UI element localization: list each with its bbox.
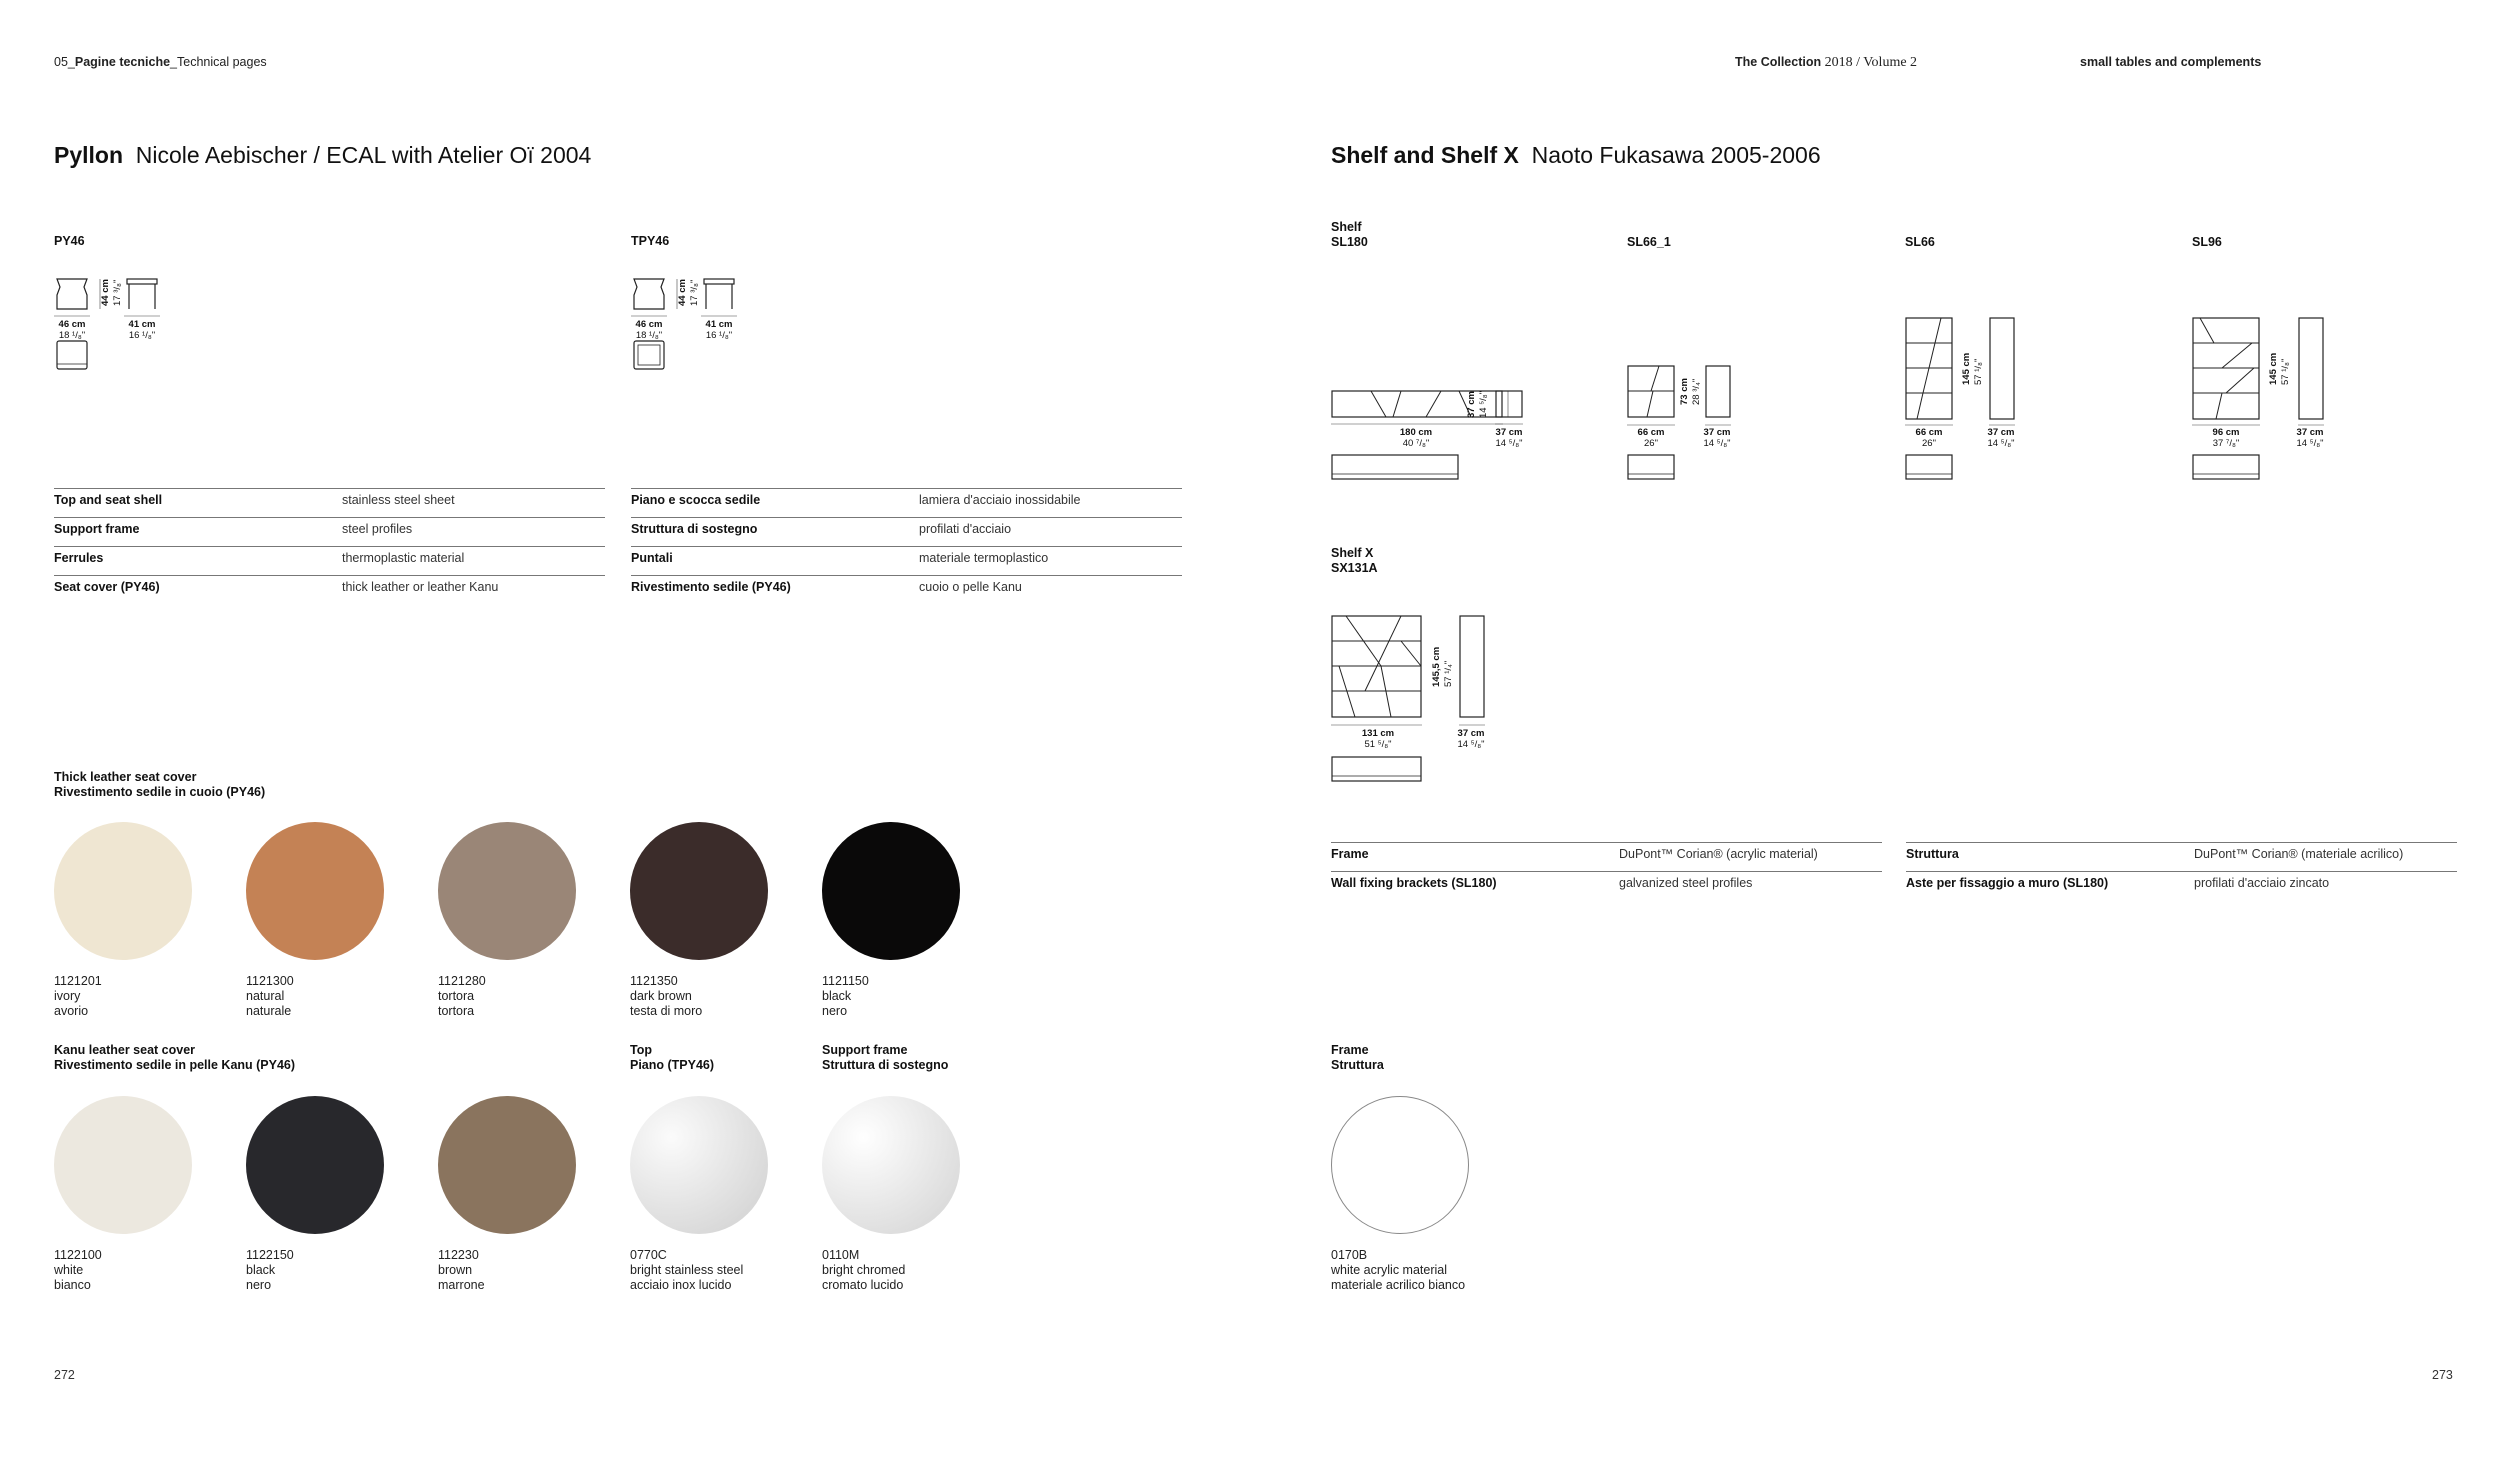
spec-row: Rivestimento sedile (PY46) cuoio o pelle Kanu xyxy=(631,575,1182,604)
section-number: 05_ xyxy=(54,55,75,69)
shelf-drawing-sx131a xyxy=(1331,561,1485,750)
swatch-label: 1121300 natural naturale xyxy=(246,974,294,1018)
product-code: SL180 xyxy=(1331,235,1368,249)
product-title-shelf xyxy=(1331,142,1821,169)
swatch-label: 0770C bright stainless steel acciaio inox lucido xyxy=(630,1248,744,1292)
product-drawing-py46 xyxy=(54,234,156,341)
spec-table-it xyxy=(1906,842,2457,900)
swatch-label: 0110M bright chromed cromato lucido xyxy=(822,1248,906,1292)
spec-table-en xyxy=(54,488,605,604)
shelf-drawing-sl66 xyxy=(1905,235,2015,449)
swatch-label: 1122100 white bianco xyxy=(54,1248,102,1292)
height-dimension: 73 cm xyxy=(1679,378,1690,405)
swatch-label: 1121350 dark brown testa di moro xyxy=(630,974,703,1018)
product-title-pyllon xyxy=(54,142,591,169)
depth-dimension: 37 cm 14 ⁵/₈" xyxy=(2296,427,2324,449)
swatch-label: 1121280 tortora tortora xyxy=(438,974,486,1018)
swatch-bright-stainless-steel xyxy=(630,1096,768,1234)
swatch-white-acrylic xyxy=(1331,1096,1469,1234)
shelf-side xyxy=(1459,615,1499,735)
product-code: SL66_1 xyxy=(1627,235,1671,249)
section-title-it: Pagine tecniche xyxy=(74,55,171,69)
running-header-section: small tables and complements xyxy=(2080,55,2262,69)
width-dimension: 46 cm 18 ¹/₈" xyxy=(58,319,86,341)
height-dimension: 44 cm xyxy=(100,279,111,306)
section-title-en: _Technical pages xyxy=(170,55,267,69)
swatch-label: 1122150 black nero xyxy=(246,1248,294,1292)
spec-row: Frame DuPont™ Corian® (acrylic material) xyxy=(1331,842,1882,871)
swatch-label: 0170B white acrylic material materiale acrilico bianco xyxy=(1331,1248,1466,1292)
width-dimension: 46 cm 18 ¹/₈" xyxy=(635,319,663,341)
swatch-ivory xyxy=(54,822,192,960)
spec-row: Puntali materiale termoplastico xyxy=(631,546,1182,575)
width-dimension: 96 cm 37 ⁷/₈" xyxy=(2212,427,2240,449)
height-dimension: 145,5 cm xyxy=(1431,646,1442,687)
depth-dimension: 37 cm 14 ⁵/₈" xyxy=(1987,427,2015,449)
product-name: Shelf and Shelf X xyxy=(1331,142,1519,168)
running-header-left xyxy=(54,55,267,69)
finish-group-title: Frame Struttura xyxy=(1331,1043,1384,1072)
product-code: PY46 xyxy=(54,234,85,248)
running-header-collection xyxy=(1735,55,1917,71)
finish-group-title: Top Piano (TPY46) xyxy=(630,1043,715,1072)
collection-volume: 2018 / Volume 2 xyxy=(1824,55,1918,70)
height-dimension-inch: 57 ¹/₈" xyxy=(1973,358,1984,385)
width-dimension: 131 cm 51 ⁵/₈" xyxy=(1361,728,1395,750)
spec-table-it xyxy=(631,488,1182,604)
page-number-left: 272 xyxy=(54,1368,75,1382)
product-code: SL96 xyxy=(2192,235,2222,249)
swatch-dark-brown xyxy=(630,822,768,960)
spec-row: Aste per fissaggio a muro (SL180) profilati d'acciaio zincato xyxy=(1906,871,2457,900)
height-dimension-inch: 28 ³/₄" xyxy=(1691,378,1702,405)
swatch-black xyxy=(822,822,960,960)
shelf-side xyxy=(1989,317,2029,437)
height-dimension: 145 cm xyxy=(2268,352,2279,385)
spec-table-en xyxy=(1331,842,1882,900)
height-dimension: 37 cm xyxy=(1466,391,1477,418)
height-dimension-inch: 17 ³/₈" xyxy=(112,279,123,306)
finish-group-title: Thick leather seat cover Rivestimento sedile in cuoio (PY46) xyxy=(54,770,266,799)
spec-row: Support frame steel profiles xyxy=(54,517,605,546)
height-dimension: 145 cm xyxy=(1961,352,1972,385)
height-dimension-inch: 57 ¹/₈" xyxy=(2280,358,2291,385)
swatch-brown xyxy=(438,1096,576,1234)
height-dimension-inch: 57 ¹/₄" xyxy=(1443,660,1454,687)
collection-name: The Collection xyxy=(1735,55,1822,69)
height-dimension-inch: 14 ⁵/₈" xyxy=(1478,390,1489,418)
product-name: Pyllon xyxy=(54,142,124,168)
shelf-family-label: Shelf xyxy=(1331,220,1362,234)
depth-dimension: 37 cm 14 ⁵/₈" xyxy=(1703,427,1731,449)
swatch-label: 112230 brown marrone xyxy=(438,1248,485,1292)
finish-group-title: Kanu leather seat cover Rivestimento sedile in pelle Kanu (PY46) xyxy=(54,1043,296,1072)
spec-row: Wall fixing brackets (SL180) galvanized steel profiles xyxy=(1331,871,1882,900)
swatch-natural xyxy=(246,822,384,960)
product-drawing-tpy46 xyxy=(631,234,733,341)
shelf-drawing-sl96 xyxy=(2192,235,2324,449)
spec-row: Top and seat shell stainless steel sheet xyxy=(54,488,605,517)
spec-row: Seat cover (PY46) thick leather or leather Kanu xyxy=(54,575,605,604)
height-dimension: 44 cm xyxy=(677,279,688,306)
swatch-black xyxy=(246,1096,384,1234)
swatch-label: 1121150 black nero xyxy=(822,974,869,1018)
shelf-elevation xyxy=(1331,615,1531,815)
spec-row: Struttura di sostegno profilati d'acciaio xyxy=(631,517,1182,546)
depth-dimension: 37 cm 14 ⁵/₈" xyxy=(1495,427,1523,449)
product-code: SX131A xyxy=(1331,561,1378,575)
shelf-drawing-sl180 xyxy=(1331,235,1523,449)
width-dimension: 66 cm 26" xyxy=(1637,427,1665,449)
swatch-tortora xyxy=(438,822,576,960)
swatch-label: 1121201 ivory avorio xyxy=(54,974,102,1018)
width-dimension: 180 cm 40 ⁷/₈" xyxy=(1399,427,1433,449)
product-designer: Naoto Fukasawa 2005-2006 xyxy=(1531,142,1821,168)
page-number-right: 273 xyxy=(2432,1368,2453,1382)
spec-row: Struttura DuPont™ Corian® (materiale acrilico) xyxy=(1906,842,2457,871)
spec-row: Piano e scocca sedile lamiera d'acciaio inossidabile xyxy=(631,488,1182,517)
shelfx-family-label: Shelf X xyxy=(1331,546,1374,560)
product-code: SL66 xyxy=(1905,235,1935,249)
swatch-white xyxy=(54,1096,192,1234)
swatch-bright-chromed xyxy=(822,1096,960,1234)
width-dimension: 66 cm 26" xyxy=(1915,427,1943,449)
product-code: TPY46 xyxy=(631,234,670,248)
shelf-side xyxy=(1705,365,1745,435)
depth-dimension: 41 cm 16 ¹/₈" xyxy=(705,319,733,341)
shelf-side xyxy=(2298,317,2338,437)
spec-row: Ferrules thermoplastic material xyxy=(54,546,605,575)
height-dimension-inch: 17 ³/₈" xyxy=(689,279,700,306)
shelf-drawing-sl66-1 xyxy=(1627,235,1731,449)
finish-group-title: Support frame Struttura di sostegno xyxy=(822,1043,949,1072)
depth-dimension: 41 cm 16 ¹/₈" xyxy=(128,319,156,341)
depth-dimension: 37 cm 14 ⁵/₈" xyxy=(1457,728,1485,750)
product-designer: Nicole Aebischer / ECAL with Atelier Oï 2004 xyxy=(135,142,592,168)
